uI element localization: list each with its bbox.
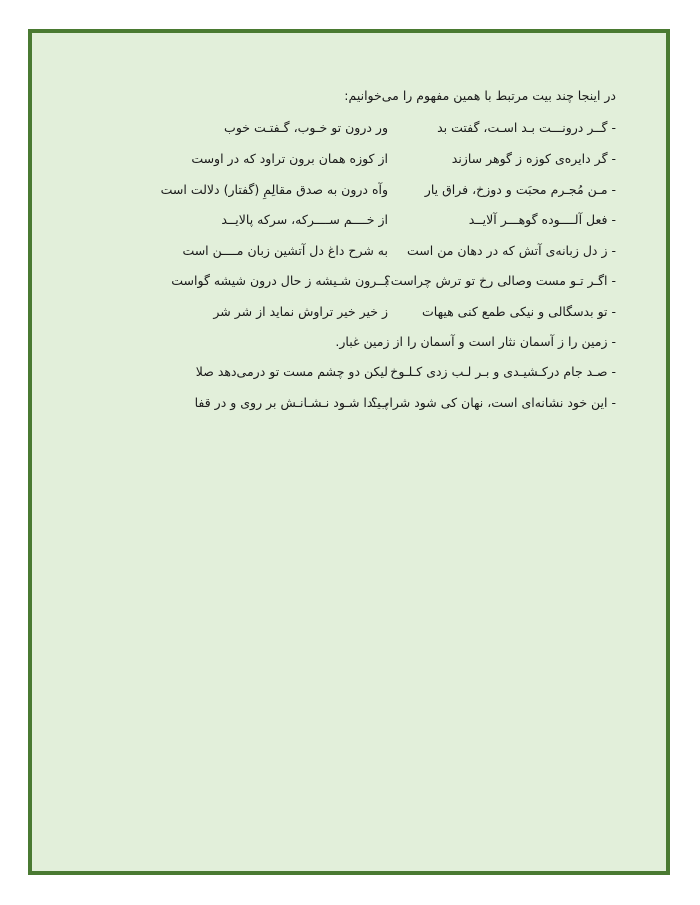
verse-first-hemistich: - ز دل زبانه‌ی آتش که در دهان من است — [407, 243, 616, 258]
verse-row — [156, 120, 616, 140]
verse-row — [156, 395, 616, 415]
page-frame — [28, 29, 670, 875]
verse-first-hemistich: - اگـر تـو مست وصالی رخ تو ترش چراست؟ — [384, 273, 616, 288]
verse-first-hemistich: - تو بدسگالی و نیکی طمع کنی هیهات — [422, 304, 616, 319]
verse-row — [156, 243, 616, 263]
document-content — [32, 33, 666, 871]
verse-row — [156, 212, 616, 232]
verse-row — [156, 151, 616, 171]
verse-row — [156, 273, 616, 293]
verse-row — [156, 182, 616, 202]
verse-second-hemistich: پـیـدا شـود نـشـانـش بر روی و در قفا — [194, 395, 388, 410]
verse-second-hemistich: ز خیر خیر تراوش نماید از شر شر — [213, 304, 388, 319]
verse-row — [156, 364, 616, 384]
intro-line: در اینجا چند بیت مرتبط با همین مفهوم را می‌خوانیم: — [344, 88, 616, 103]
verse-row — [156, 304, 616, 324]
verse-first-hemistich: - گــر درونـــت بـد اسـت، گفتت بد — [437, 120, 616, 135]
verse-first-hemistich: - این خود نشانه‌ای است، نهان کی شود شراب؟ — [371, 395, 616, 410]
single-line-saying: - زمین را ز آسمان نثار است و آسمان را از زمین غبار. — [335, 334, 616, 349]
verse-second-hemistich: از خــــم ســــرکه، سرکه پالایــد — [221, 212, 388, 227]
verse-first-hemistich: - صـد جام درکـشیـدی و بـر لـب زدی کـلـوخ — [390, 364, 616, 379]
verse-second-hemistich: بــرون شـیشه ز حال درون شیشه گواست — [171, 273, 388, 288]
verse-first-hemistich: - گر دایره‌ی کوزه ز گوهر سازند — [451, 151, 616, 166]
verse-first-hemistich: - مـن مُجـرم محبَت و دوزخ، فراق یار — [424, 182, 616, 197]
verse-second-hemistich: از کوزه همان برون تراود که در اوست — [191, 151, 388, 166]
verse-second-hemistich: به شرح داغ دل آتشین زبان مــــن است — [182, 243, 388, 258]
verse-first-hemistich: - فعل آلــــوده گوهـــر آلایــد — [468, 212, 616, 227]
verse-second-hemistich: ور درون تو خـوب، گـفتـت خوب — [224, 120, 388, 135]
verse-second-hemistich: وآه درون به صدق مقالِمِ (گفتار) دلالت است — [160, 182, 388, 197]
verse-second-hemistich: لیکن دو چشم مست تو درمی‌دهد صلا — [195, 364, 388, 379]
